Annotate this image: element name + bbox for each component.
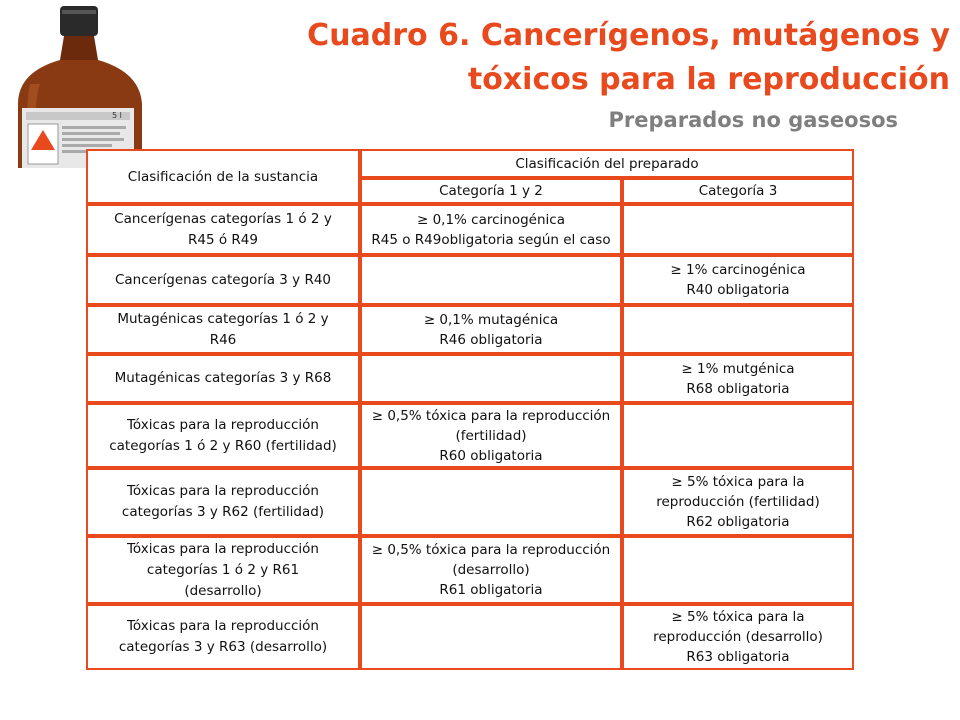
row-4-category-3: ≥ 1% mutgénica R68 obligatoria [622, 354, 854, 403]
bottle-label-text: 5 l [112, 111, 122, 120]
row-5-category-1-2: ≥ 0,5% tóxica para la reproducción (fertilidad) R60 obligatoria [360, 403, 622, 468]
row-7-substance: Tóxicas para la reproducción categorías 1 ó 2 y R61 (desarrollo) [86, 536, 360, 604]
title-line-1: Cuadro 6. Cancerígenos, mutágenos y [307, 18, 950, 53]
row-3-category-1-2: ≥ 0,1% mutagénica R46 obligatoria [360, 305, 622, 354]
title-line-2: tóxicos para la reproducción [467, 62, 950, 97]
row-7-category-1-2: ≥ 0,5% tóxica para la reproducción (desarrollo) R61 obligatoria [360, 536, 622, 604]
row-8-category-3: ≥ 5% tóxica para la reproducción (desarrollo) R63 obligatoria [622, 604, 854, 670]
row-3-substance: Mutagénicas categorías 1 ó 2 y R46 [86, 305, 360, 354]
row-8-category-1-2 [360, 604, 622, 670]
row-1-category-3 [622, 204, 854, 255]
row-3-category-3 [622, 305, 854, 354]
row-1-substance: Cancerígenas categorías 1 ó 2 y R45 ó R49 [86, 204, 360, 255]
row-6-category-1-2 [360, 468, 622, 536]
row-8-substance: Tóxicas para la reproducción categorías 3 y R63 (desarrollo) [86, 604, 360, 670]
page-title [230, 14, 950, 102]
row-7-category-3 [622, 536, 854, 604]
classification-table [86, 149, 854, 670]
page-subtitle: Preparados no gaseosos [608, 108, 898, 132]
row-5-substance: Tóxicas para la reproducción categorías 1 ó 2 y R60 (fertilidad) [86, 403, 360, 468]
row-2-category-3: ≥ 1% carcinogénica R40 obligatoria [622, 255, 854, 305]
row-2-category-1-2 [360, 255, 622, 305]
row-4-substance: Mutagénicas categorías 3 y R68 [86, 354, 360, 403]
header-substance: Clasificación de la sustancia [86, 149, 360, 204]
header-category-3: Categoría 3 [622, 178, 854, 204]
chemical-bottle-image [0, 0, 160, 168]
row-1-category-1-2: ≥ 0,1% carcinogénica R45 o R49obligatoria según el caso [360, 204, 622, 255]
row-6-substance: Tóxicas para la reproducción categorías 3 y R62 (fertilidad) [86, 468, 360, 536]
row-6-category-3: ≥ 5% tóxica para la reproducción (fertilidad) R62 obligatoria [622, 468, 854, 536]
header-category-1-2: Categoría 1 y 2 [360, 178, 622, 204]
header-preparation: Clasificación del preparado [360, 149, 854, 178]
row-4-category-1-2 [360, 354, 622, 403]
row-2-substance: Cancerígenas categoría 3 y R40 [86, 255, 360, 305]
row-5-category-3 [622, 403, 854, 468]
